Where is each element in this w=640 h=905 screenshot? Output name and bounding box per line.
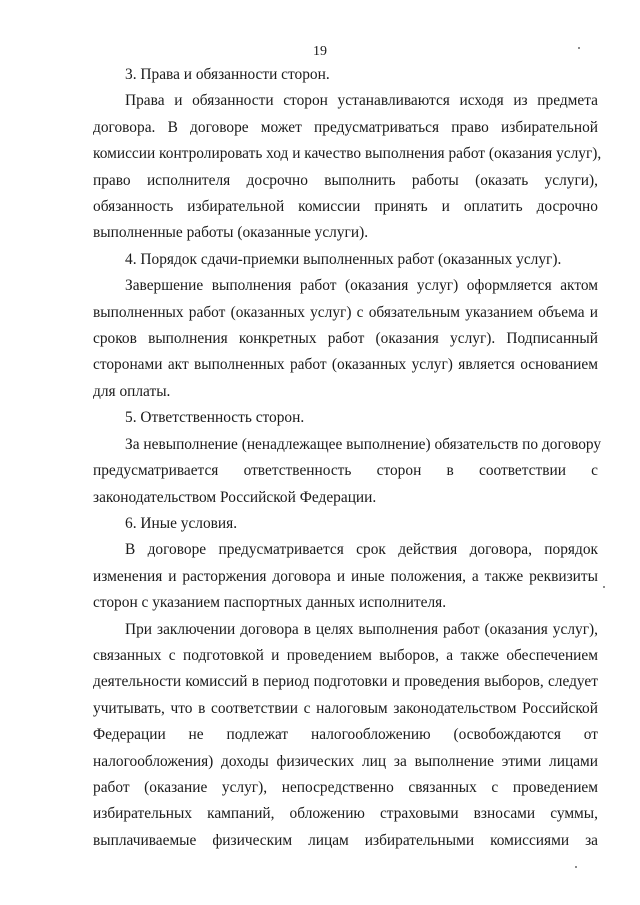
text-line: выполненные работы (оказанные услуги). (93, 224, 369, 242)
text-line: комиссии контролировать ход и качество выполнения работ (оказания услуг), (93, 145, 602, 163)
scan-speck (603, 586, 605, 588)
text-line: предусматривается ответственность сторон в соответствии с (93, 462, 598, 480)
text-line: Федерации не подлежат налогообложению (освобождаются от (93, 726, 598, 744)
document-body (93, 62, 602, 854)
scan-speck (575, 866, 577, 868)
scan-speck (578, 47, 580, 49)
text-line: выполненных работ (оказанных услуг) с обязательным указанием объема и (93, 303, 598, 321)
text-line: учитывать, что в соответствии с налоговым законодательством Российской (93, 699, 598, 717)
text-line: В договоре предусматривается срок действия договора, порядок (125, 541, 598, 559)
text-line: право исполнителя досрочно выполнить работы (оказать услуги), (93, 171, 598, 189)
text-line: законодательством Российской Федерации. (93, 488, 377, 506)
text-line: сторон с указанием паспортных данных исполнителя. (93, 594, 447, 612)
body-paragraph (93, 537, 598, 616)
text-line: Права и обязанности сторон устанавливаются исходя из предмета (125, 92, 598, 110)
section-heading (93, 405, 598, 431)
text-line: обязанность избирательной комиссии принять и оплатить досрочно (93, 198, 598, 216)
body-paragraph (93, 273, 598, 405)
text-line: работ (оказание услуг), непосредственно связанных с проведением (93, 778, 598, 796)
text-line: 3. Права и обязанности сторон. (125, 66, 330, 83)
text-line: изменения и расторжения договора и иные положения, а также реквизиты (93, 567, 598, 585)
body-paragraph (93, 617, 598, 855)
text-line: За невыполнение (ненадлежащее выполнение) обязательств по договору (125, 435, 602, 453)
section-heading (93, 247, 598, 273)
page-number: 19 (313, 44, 327, 59)
text-line: 6. Иные условия. (125, 514, 238, 532)
text-line: договора. В договоре может предусматриваться право избирательной (93, 118, 598, 136)
text-line: При заключении договора в целях выполнения работ (оказания услуг), (125, 620, 598, 638)
text-line: выплачиваемые физическим лицам избирательными комиссиями за (93, 831, 598, 849)
text-line: 5. Ответственность сторон. (125, 409, 305, 427)
text-line: связанных с подготовкой и проведением выборов, а также обеспечением (93, 646, 598, 664)
text-line: налогообложения) доходы физических лиц за выполнение этими лицами (93, 752, 598, 770)
text-line: Завершение выполнения работ (оказания услуг) оформляется актом (125, 277, 598, 295)
section-heading (93, 511, 598, 537)
section-heading (93, 62, 598, 88)
text-line: сроков выполнения конкретных работ (оказания услуг). Подписанный (93, 330, 598, 348)
text-line: для оплаты. (93, 382, 171, 400)
body-paragraph (93, 432, 602, 511)
text-line: 4. Порядок сдачи-приемки выполненных работ (оказанных услуг). (125, 250, 562, 268)
body-paragraph (93, 88, 602, 246)
text-line: деятельности комиссий в период подготовки и проведения выборов, следует (93, 673, 598, 691)
text-line: избирательных кампаний, обложению страховыми взносами суммы, (93, 805, 598, 823)
text-line: сторонами акт выполненных работ (оказанных услуг) является основанием (93, 356, 598, 374)
